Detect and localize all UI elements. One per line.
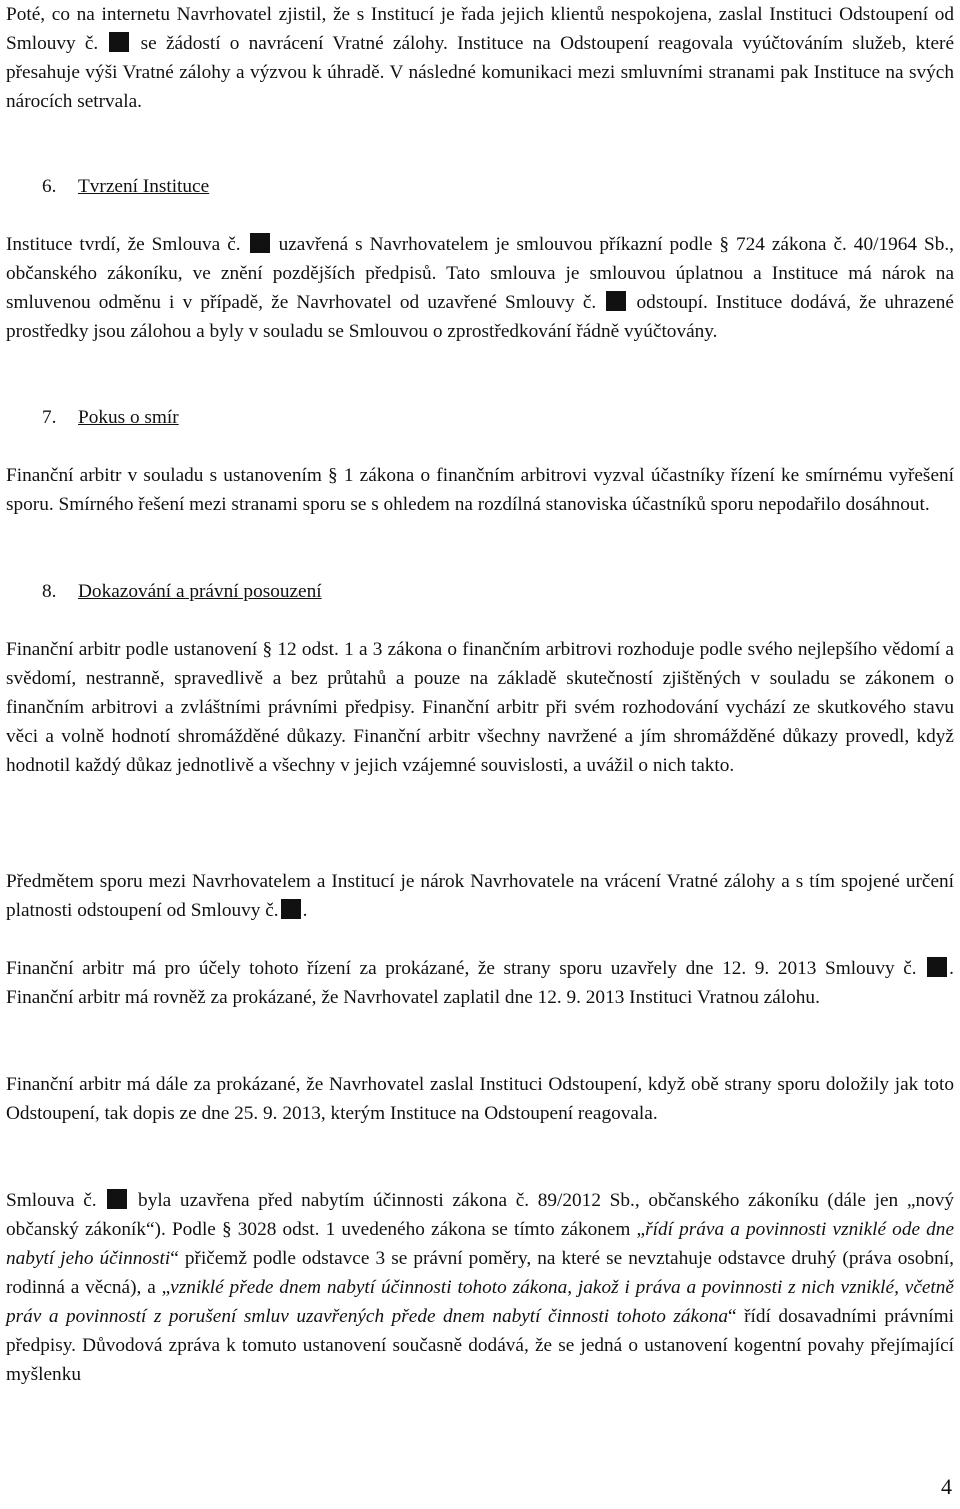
section-number: 8. bbox=[42, 581, 57, 602]
paragraph-text: Předmětem sporu mezi Navrhovatelem a Institucí je nárok Navrhovatele na vrácení Vratné zálohy a s tím spojené určení platnosti odstoupení od Smlouvy č. bbox=[6, 871, 954, 921]
section-heading-7 bbox=[6, 403, 179, 432]
paragraph-dokazovani: Finanční arbitr podle ustanovení § 12 odst. 1 a 3 zákona o finančním arbitrovi rozhoduje podle svého nejlepšího vědomí a svědomí, nestranně, spravedlivě a bez průtahů a pouze na základě skutečností zjištěných v souladu se zákonem o finančním arbitrovi a zvláštními právními předpisy. Finanční arbitr při svém rozhodování vychází ze skutkového stavu věci a volně hodnotí shromážděné důkazy. Finanční arbitr všechny navržené a jím shromážděné důkazy provedl, když hodnotil každý důkaz jednotlivě a všechny v jejich vzájemné souvislosti, a uvážil o nich takto. bbox=[6, 639, 954, 776]
page-number: 4 bbox=[941, 1474, 952, 1499]
paragraph-uzavreni-smlouvy bbox=[6, 954, 954, 1012]
redaction-mark bbox=[281, 899, 301, 919]
paragraph-text: uzavřená s Navrhovatelem je smlouvou příkazní podle § 724 zákona č. 40/1964 Sb., občanského zákoníku, ve znění pozdějších předpisů. Tato smlouva je smlouvou úplatnou a Instituce má nárok na smluvenou odměnu i v případě, že Navrhovatel od uzavřené Smlouvy č. bbox=[6, 234, 954, 313]
section-heading-6 bbox=[6, 172, 209, 201]
section-number: 7. bbox=[42, 407, 57, 428]
section-heading-8 bbox=[6, 577, 322, 606]
paragraph-text: se žádostí o navrácení Vratné zálohy. Instituce na Odstoupení reagovala vyúčtováním služeb, které přesahuje výši Vratné zálohy a výzvou k úhradě. V následné komunikaci mezi smluvními stranami pak Instituce na svých nárocích setrvala. bbox=[6, 33, 955, 112]
redaction-mark bbox=[606, 291, 626, 311]
italic-quote: řídí práva a povinnosti vzniklé ode dne nabytí jeho účinnosti bbox=[6, 1219, 955, 1269]
paragraph-tvrzeni bbox=[6, 230, 954, 346]
redaction-mark bbox=[109, 32, 129, 52]
redaction-mark bbox=[927, 957, 947, 977]
paragraph-text: . bbox=[302, 900, 308, 921]
section-number: 6. bbox=[42, 176, 57, 197]
paragraph-odstoupeni-dolozeni: Finanční arbitr má dále za prokázané, že Navrhovatel zaslal Instituci Odstoupení, když obě strany sporu doložily jak toto Odstoupení, tak dopis ze dne 25. 9. 2013, kterým Instituce na Odstoupení reagovala. bbox=[6, 1074, 954, 1124]
paragraph-text: odstoupí. Instituce dodává, že uhrazené prostředky jsou zálohou a byly v souladu se Smlouvou o zprostředkování řádně vyúčtovány. bbox=[6, 292, 954, 342]
paragraph-text: “ řídí dosavadními právními předpisy. Důvodová zpráva k tomuto ustanovení současně dodává, že se jedná o ustanovení kogentní povahy přejímající myšlenku bbox=[6, 1306, 954, 1385]
paragraph-text: Poté, co na internetu Navrhovatel zjistil, že s Institucí je řada jejich klientů nespokojena, zaslal Instituci Odstoupení od Smlouvy č. bbox=[6, 4, 954, 54]
redaction-mark bbox=[250, 233, 270, 253]
paragraph-text: . Finanční arbitr má rovněž za prokázané, že Navrhovatel zaplatil dne 12. 9. 2013 Instituci Vratnou zálohu. bbox=[6, 958, 954, 1008]
paragraph-predmet-sporu bbox=[6, 867, 954, 925]
paragraph-text: Finanční arbitr má pro účely tohoto řízení za prokázané, že strany sporu uzavřely dne 12. 9. 2013 Smlouvy č. bbox=[6, 958, 917, 979]
paragraph-novy-zakonik bbox=[6, 1186, 954, 1389]
section-title: Pokus o smír bbox=[78, 407, 179, 428]
paragraph-text: Smlouva č. bbox=[6, 1190, 97, 1211]
paragraph-text: “ přičemž podle odstavce 3 se právní poměry, na které se nevztahuje odstavce druhý (práva osobní, rodinná a věcná), a „ bbox=[6, 1248, 954, 1298]
paragraph-text: Instituce tvrdí, že Smlouva č. bbox=[6, 234, 241, 255]
section-title: Tvrzení Instituce bbox=[78, 176, 210, 197]
redaction-mark bbox=[107, 1189, 127, 1209]
paragraph-smir: Finanční arbitr v souladu s ustanovením § 1 zákona o finančním arbitrovi vyzval účastníky řízení ke smírnému vyřešení sporu. Smírného řešení mezi stranami sporu se s ohledem na rozdílná stanoviska účastníků sporu nepodařilo dosáhnout. bbox=[6, 465, 954, 515]
paragraph-text: byla uzavřena před nabytím účinnosti zákona č. 89/2012 Sb., občanského zákoníku (dále jen „nový občanský zákoník“). Podle § 3028 odst. 1 uvedeného zákona se tímto zákonem „ bbox=[6, 1190, 955, 1240]
italic-quote: vzniklé přede dnem nabytí účinnosti tohoto zákona, jakož i práva a povinnosti z nich vzniklé, včetně práv a povinností z porušení smluv uzavřených přede dnem nabytí činnosti tohoto zákona bbox=[6, 1277, 954, 1327]
section-title: Dokazování a právní posouzení bbox=[78, 581, 322, 602]
paragraph-odstoupeni bbox=[6, 0, 954, 116]
